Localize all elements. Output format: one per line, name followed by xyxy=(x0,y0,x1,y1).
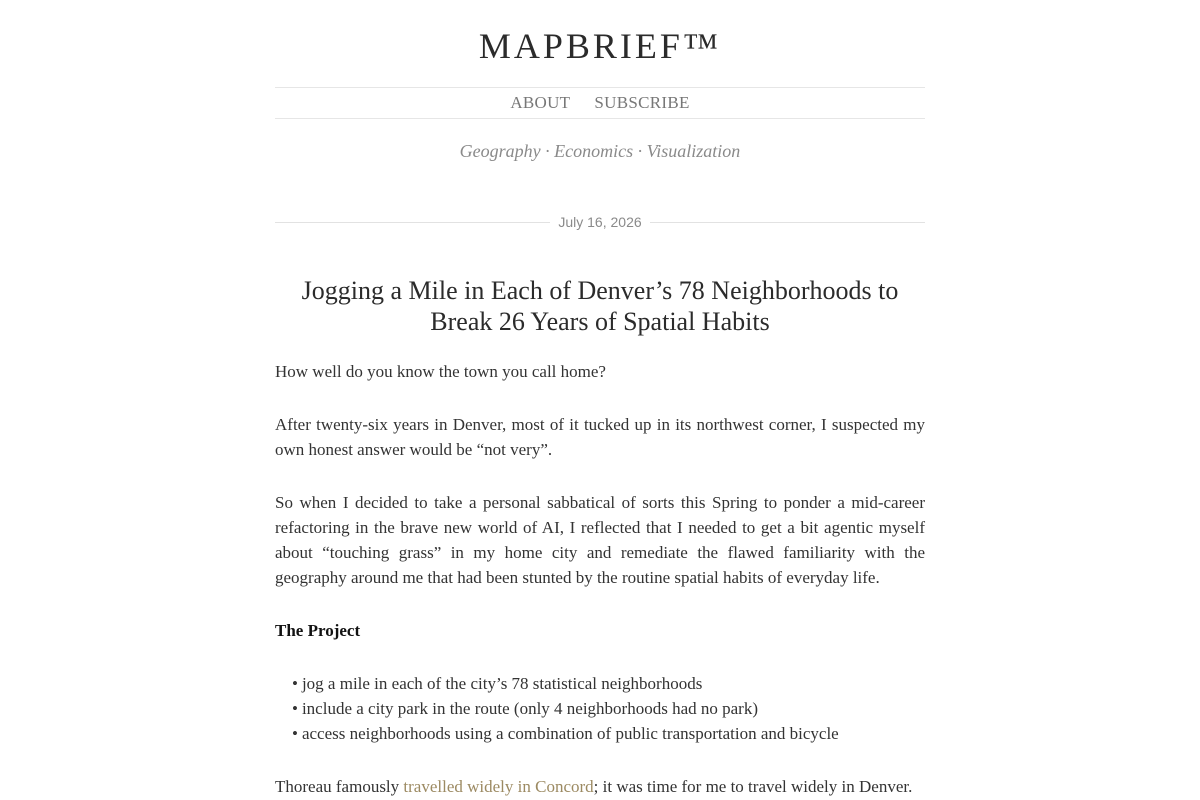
bullet-glyph: • xyxy=(292,674,298,693)
date-divider-right xyxy=(650,222,925,223)
list-item xyxy=(292,696,925,721)
bullet-glyph: • xyxy=(292,724,298,743)
page xyxy=(275,0,925,799)
post-content xyxy=(275,359,925,799)
section-heading-project: The Project xyxy=(275,621,361,640)
list-item xyxy=(292,721,925,746)
list-item xyxy=(292,671,925,696)
list-item-text: jog a mile in each of the city’s 78 statistical neighborhoods xyxy=(301,674,703,693)
site-title-link[interactable]: MAPBRIEF™ xyxy=(478,26,722,66)
paragraph-sabbatical: So when I decided to take a personal sabbatical of sorts this Spring to ponder a mid-career refactoring in the brave new world of AI, I reflected that I needed to get a bit agentic myself about “touching grass” in my home city and remediate the flawed familiarity with the geography around me that had been stunted by the routine spatial habits of everyday life. xyxy=(275,493,925,587)
closing-text-before: Thoreau famously xyxy=(275,777,404,796)
bullet-glyph: • xyxy=(292,699,298,718)
post-title: Jogging a Mile in Each of Denver’s 78 Neighborhoods to Break 26 Years of Spatial Habits xyxy=(301,276,899,336)
concord-link[interactable]: travelled widely in Concord xyxy=(403,777,594,796)
site-tagline: Geography · Economics · Visualization xyxy=(459,141,741,161)
post-date-row xyxy=(275,214,925,230)
project-bullet-list xyxy=(275,671,925,746)
closing-text-after: ; it was time for me to travel widely in Denver. xyxy=(593,777,913,796)
paragraph-background: After twenty-six years in Denver, most of it tucked up in its northwest corner, I suspected my own honest answer would be “not very”. xyxy=(275,415,925,459)
post-date: July 16, 2026 xyxy=(558,214,642,230)
main-nav xyxy=(275,87,925,119)
list-item-text: include a city park in the route (only 4 neighborhoods had no park) xyxy=(301,699,758,718)
paragraph-intro: How well do you know the town you call home? xyxy=(275,362,606,381)
date-divider-left xyxy=(275,222,550,223)
nav-item-about[interactable]: ABOUT xyxy=(510,93,571,112)
list-item-text: access neighborhoods using a combination of public transportation and bicycle xyxy=(301,724,839,743)
site-title[interactable] xyxy=(275,0,925,66)
paragraph-closing xyxy=(275,774,925,799)
nav-item-subscribe[interactable]: SUBSCRIBE xyxy=(594,93,690,112)
